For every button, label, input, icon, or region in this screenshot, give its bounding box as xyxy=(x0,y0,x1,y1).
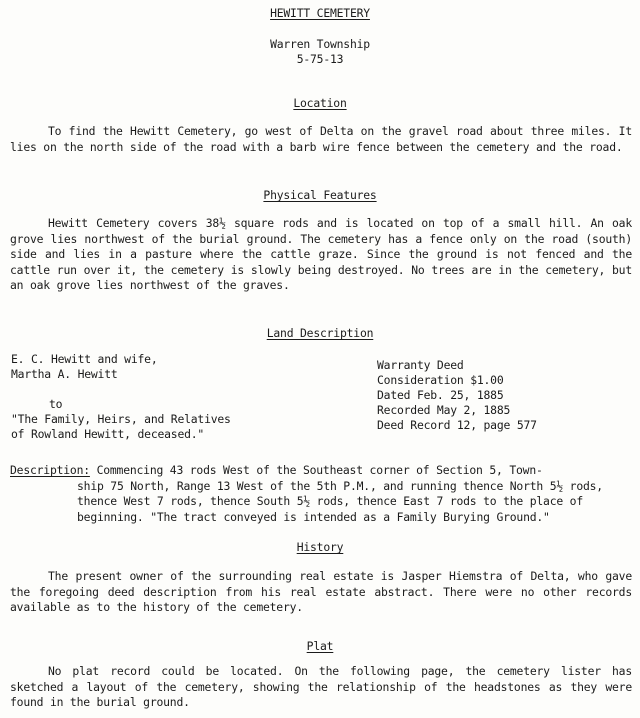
description-line-3: thence West 7 rods, thence South 5½ rods, thence East 7 rods to the place of xyxy=(77,494,583,508)
description-line-4: beginning. "The tract conveyed is intended as a Family Burying Ground." xyxy=(77,509,550,524)
deed-dated: Dated Feb. 25, 1885 xyxy=(377,388,504,402)
deed-recorded: Recorded May 2, 1885 xyxy=(377,403,511,417)
deed-consideration: Consideration $1.00 xyxy=(377,373,504,387)
history-heading: History xyxy=(296,540,344,554)
deed-parties xyxy=(11,352,231,442)
physical-features-text: Hewitt Cemetery covers 38½ square rods and is located on top of a small hill. An oak grove lies northwest of the burial ground. The cemetery has a fence only on the road (south) side and lies in a pasture where the cattle graze. Since the ground is not fenced and the cattle run over it, the cemetery is slowly being destroyed. No trees are in the cemetery, but an oak grove lies northwest of the graves. xyxy=(10,216,632,292)
location-text: To find the Hewitt Cemetery, go west of Delta on the gravel road about three miles. It lies on the north side of the road with a barb wire fence between the cemetery and the road. xyxy=(10,124,632,154)
deed-type: Warranty Deed xyxy=(377,358,464,372)
physical-features-paragraph xyxy=(10,216,632,294)
grantee-line-1: "The Family, Heirs, and Relatives xyxy=(11,412,231,426)
document-title: HEWITT CEMETERY xyxy=(270,6,370,20)
plat-paragraph xyxy=(10,664,632,711)
township-name: Warren Township xyxy=(270,37,370,51)
location-code: 5-75-13 xyxy=(296,52,344,66)
grantee-line-2: of Rowland Hewitt, deceased." xyxy=(11,427,205,441)
history-text: The present owner of the surrounding real estate is Jasper Hiemstra of Delta, who gave the foregoing deed description from his real estate abstract. There were no other records available as to the history of the cemetery. xyxy=(10,569,632,614)
description-line-1: Commencing 43 rods West of the Southeast corner of Section 5, Town- xyxy=(89,463,543,477)
plat-heading: Plat xyxy=(306,639,334,653)
to-word: to xyxy=(49,397,63,411)
description-line-2: ship 75 North, Range 13 West of the 5th P.M., and running thence North 5½ rods, xyxy=(77,478,603,493)
description-label: Description: xyxy=(10,463,90,477)
location-heading: Location xyxy=(293,96,347,110)
plat-text: No plat record could be located. On the following page, the cemetery lister has sketched a layout of the cemetery, showing the relationship of the headstones as they were found in the burial ground. xyxy=(10,664,632,709)
land-description-heading: Land Description xyxy=(266,326,374,340)
history-paragraph xyxy=(10,569,632,616)
deed-record: Deed Record 12, page 577 xyxy=(377,418,537,432)
location-paragraph xyxy=(10,124,632,155)
grantor-line-1: E. C. Hewitt and wife, xyxy=(11,352,158,366)
physical-features-heading: Physical Features xyxy=(263,188,377,202)
deed-details xyxy=(377,358,537,433)
legal-description xyxy=(10,463,636,525)
grantor-line-2: Martha A. Hewitt xyxy=(11,367,118,381)
